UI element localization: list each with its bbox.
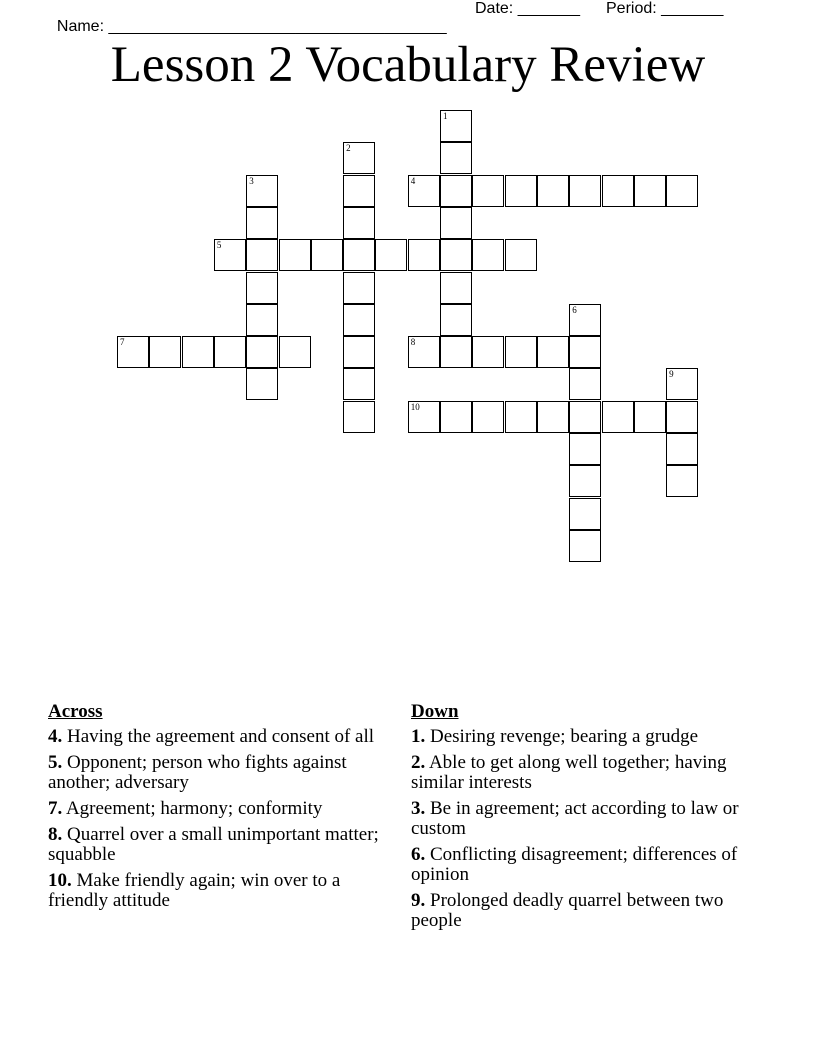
crossword-cell[interactable] (440, 110, 472, 142)
across-clue-8: 8. Quarrel over a small unimportant matter; squabble (48, 824, 379, 865)
crossword-cell[interactable] (408, 401, 440, 433)
crossword-cell[interactable] (666, 368, 698, 400)
clue-number: 7 (120, 337, 125, 348)
crossword-cell[interactable] (440, 175, 472, 207)
crossword-cell[interactable] (246, 304, 278, 336)
down-heading: Down (411, 701, 459, 722)
crossword-cell[interactable] (214, 239, 246, 271)
crossword-cell[interactable] (117, 336, 149, 368)
clue-number: 3 (249, 175, 254, 186)
clue-number: 8 (410, 337, 416, 348)
crossword-cell[interactable] (408, 175, 440, 207)
crossword-cell[interactable] (343, 368, 375, 400)
crossword-cell[interactable] (505, 401, 537, 433)
crossword-cell[interactable] (149, 336, 181, 368)
crossword-cell[interactable] (634, 175, 666, 207)
page-title: Lesson 2 Vocabulary Review (110, 37, 706, 93)
crossword-cell[interactable] (440, 401, 472, 433)
clue-number: 9 (669, 369, 674, 380)
crossword-cell[interactable] (602, 175, 634, 207)
crossword-cell[interactable] (569, 175, 601, 207)
crossword-cell[interactable] (440, 304, 472, 336)
crossword-cell[interactable] (279, 239, 311, 271)
crossword-cell[interactable] (666, 401, 698, 433)
crossword-cell[interactable] (279, 336, 311, 368)
crossword-cell[interactable] (343, 304, 375, 336)
across-clue-7: 7. Agreement; harmony; conformity (48, 798, 323, 819)
crossword-cell[interactable] (375, 239, 407, 271)
down-clue-3: 3. Be in agreement; act according to law or custom (411, 798, 739, 839)
crossword-cell[interactable] (569, 433, 601, 465)
down-clue-9: 9. Prolonged deadly quarrel between two people (411, 890, 724, 931)
crossword-cell[interactable] (311, 239, 343, 271)
period-field[interactable]: Period: _______ (606, 0, 724, 17)
clue-number: 6 (572, 304, 577, 315)
crossword-cell[interactable] (666, 433, 698, 465)
down-clue-2: 2. Able to get along well together; having similar interests (411, 752, 727, 793)
across-clue-4: 4. Having the agreement and consent of all (48, 726, 375, 747)
crossword-cell[interactable] (246, 207, 278, 239)
crossword-cell[interactable] (440, 142, 472, 174)
across-heading: Across (48, 701, 103, 722)
crossword-cell[interactable] (569, 465, 601, 497)
down-clue-6: 6. Conflicting disagreement; differences of opinion (411, 844, 738, 885)
crossword-cell[interactable] (569, 530, 601, 562)
clue-number: 1 (443, 111, 448, 121)
across-clues (48, 702, 388, 917)
crossword-cell[interactable] (569, 401, 601, 433)
crossword-cell[interactable] (343, 401, 375, 433)
down-clue-1: 1. Desiring revenge; bearing a grudge (411, 726, 699, 747)
clue-number: 4 (410, 175, 416, 186)
crossword-cell[interactable] (343, 239, 375, 271)
down-clues (411, 702, 751, 937)
crossword-cell[interactable] (505, 239, 537, 271)
crossword-cell[interactable] (634, 401, 666, 433)
crossword-cell[interactable] (537, 401, 569, 433)
crossword-cell[interactable] (214, 336, 246, 368)
crossword-cell[interactable] (602, 401, 634, 433)
crossword-cell[interactable] (472, 401, 504, 433)
crossword-cell[interactable] (343, 272, 375, 304)
across-clue-5: 5. Opponent; person who fights against another; adversary (48, 752, 347, 793)
crossword-cell[interactable] (666, 465, 698, 497)
crossword-cell[interactable] (440, 207, 472, 239)
crossword-cell[interactable] (569, 304, 601, 336)
clue-number: 2 (346, 143, 351, 154)
crossword-cell[interactable] (472, 239, 504, 271)
crossword-cell[interactable] (440, 272, 472, 304)
crossword-cell[interactable] (569, 336, 601, 368)
across-clue-10: 10. Make friendly again; win over to a friendly attitude (48, 870, 341, 911)
crossword-cell[interactable] (666, 175, 698, 207)
crossword-cell[interactable] (343, 207, 375, 239)
crossword-cell[interactable] (408, 336, 440, 368)
crossword-cell[interactable] (537, 336, 569, 368)
name-field[interactable]: Name: ______________________________________ (56, 18, 447, 35)
crossword-cell[interactable] (408, 239, 440, 271)
crossword-cell[interactable] (505, 175, 537, 207)
crossword-cell[interactable] (537, 175, 569, 207)
crossword-cell[interactable] (343, 142, 375, 174)
clue-number: 10 (410, 401, 420, 412)
crossword-cell[interactable] (246, 336, 278, 368)
crossword-cell[interactable] (440, 336, 472, 368)
crossword-cell[interactable] (343, 336, 375, 368)
crossword-cell[interactable] (343, 175, 375, 207)
crossword-cell[interactable] (246, 175, 278, 207)
clue-number: 5 (216, 240, 222, 251)
crossword-cell[interactable] (182, 336, 214, 368)
crossword-cell[interactable] (246, 272, 278, 304)
crossword-cell[interactable] (246, 368, 278, 400)
crossword-cell[interactable] (569, 498, 601, 530)
crossword-cell[interactable] (505, 336, 537, 368)
crossword-cell[interactable] (440, 239, 472, 271)
crossword-cell[interactable] (246, 239, 278, 271)
crossword-cell[interactable] (472, 336, 504, 368)
crossword-cell[interactable] (472, 175, 504, 207)
crossword-cell[interactable] (569, 368, 601, 400)
date-field[interactable]: Date: _______ (475, 0, 580, 17)
